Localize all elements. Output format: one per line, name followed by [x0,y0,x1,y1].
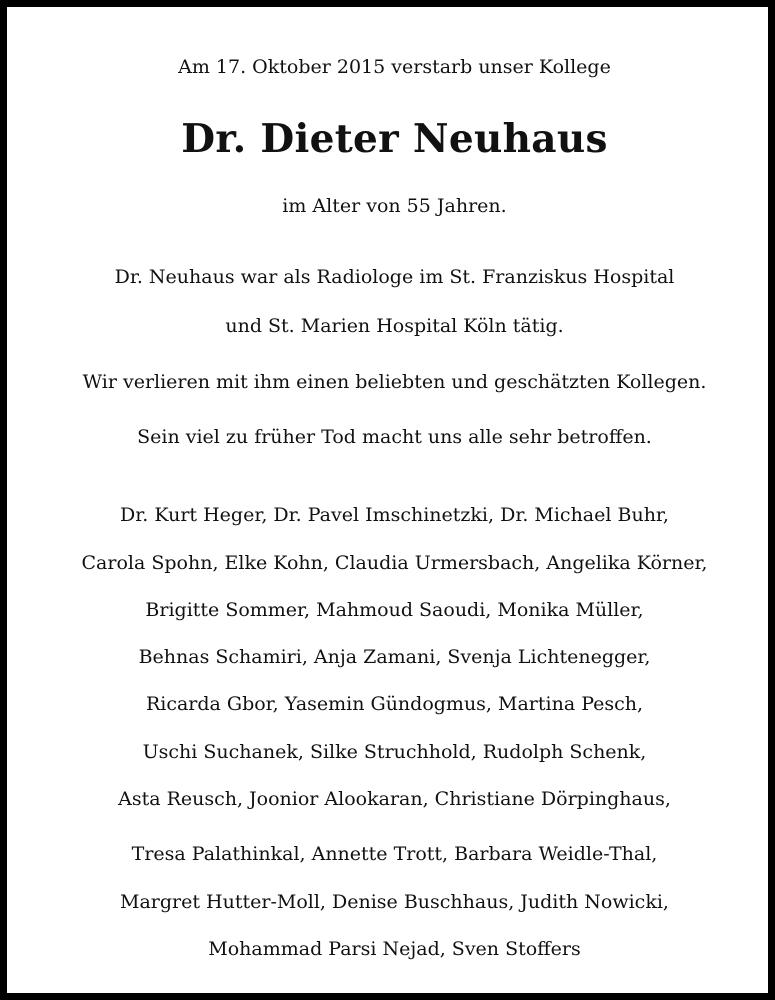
signatories-line: Behnas Schamiri, Anja Zamani, Svenja Lichtenegger, [138,646,651,668]
signatories-line: Tresa Palathinkal, Annette Trott, Barbara Weidle-Thal, [131,843,658,865]
deceased-name: Dr. Dieter Neuhaus [181,116,608,162]
signatories-line: Carola Spohn, Elke Kohn, Claudia Urmersbach, Angelika Körner, [81,552,708,574]
paragraph-line: Dr. Neuhaus war als Radiologe im St. Franziskus Hospital [114,266,675,288]
signatories-line: Brigitte Sommer, Mahmoud Saoudi, Monika Müller, [145,599,644,621]
intro-text: Am 17. Oktober 2015 verstarb unser Kollege [178,56,611,78]
signatories-line: Mohammad Parsi Nejad, Sven Stoffers [208,938,581,960]
signatories-line: Uschi Suchanek, Silke Struchhold, Rudolph Schenk, [142,741,647,763]
paragraph-line: Wir verlieren mit ihm einen beliebten und geschätzten Kollegen. [82,371,707,393]
paragraph-line: und St. Marien Hospital Köln tätig. [225,315,564,337]
signatories-line: Asta Reusch, Joonior Alookaran, Christiane Dörpinghaus, [118,788,671,810]
signatories-line: Ricarda Gbor, Yasemin Gündogmus, Martina Pesch, [145,693,644,715]
age-text: im Alter von 55 Jahren. [282,195,507,217]
paragraph-line: Sein viel zu früher Tod macht uns alle sehr betroffen. [137,426,652,448]
signatories-line: Margret Hutter-Moll, Denise Buschhaus, Judith Nowicki, [120,891,669,913]
signatories-line: Dr. Kurt Heger, Dr. Pavel Imschinetzki, Dr. Michael Buhr, [120,504,669,526]
